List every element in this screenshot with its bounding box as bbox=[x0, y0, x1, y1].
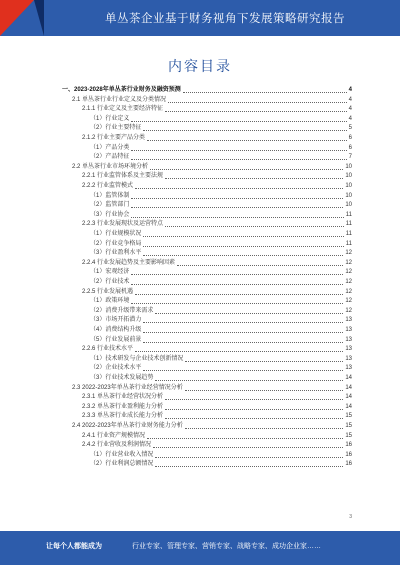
toc-entry-title: （5）行业发展前景 bbox=[90, 336, 142, 343]
toc-entry-title: （3）行业协会 bbox=[90, 211, 130, 218]
toc-entry-page: 12 bbox=[345, 259, 352, 266]
toc-entry-page: 14 bbox=[345, 394, 352, 401]
toc-entry-page: 13 bbox=[345, 317, 352, 324]
toc-leader-dots bbox=[155, 457, 343, 458]
toc-entry-page: 6 bbox=[348, 135, 352, 141]
toc-entry-page: 12 bbox=[345, 307, 352, 314]
toc-entry-page: 4 bbox=[348, 96, 352, 103]
toc-entry-title: （2）监管部门 bbox=[90, 202, 130, 209]
toc-entry[interactable] bbox=[90, 144, 352, 153]
toc-leader-dots bbox=[165, 399, 343, 400]
toc-entry-page: 15 bbox=[345, 432, 352, 439]
toc-entry-title: 2.2.4 行业发展趋势及主要影响因素 bbox=[82, 259, 176, 266]
header-red-accent bbox=[0, 0, 34, 36]
toc-entry-title: （1）技术研发与企业技术创新情况 bbox=[90, 355, 184, 362]
toc-entry[interactable] bbox=[82, 259, 352, 268]
toc-entry-page: 11 bbox=[345, 240, 352, 247]
toc-leader-dots bbox=[131, 217, 343, 218]
toc-entry-page: 11 bbox=[345, 211, 352, 218]
toc-entry-title: （2）消费升级带来需求 bbox=[90, 307, 154, 314]
toc-leader-dots bbox=[185, 361, 343, 362]
header-dark-accent bbox=[34, 0, 44, 36]
toc-leader-dots bbox=[165, 418, 343, 419]
report-header bbox=[0, 0, 400, 36]
toc-entry[interactable] bbox=[90, 192, 352, 201]
toc-leader-dots bbox=[131, 303, 343, 304]
toc-entry-page: 10 bbox=[345, 183, 352, 189]
toc-entry-page: 10 bbox=[345, 192, 352, 199]
toc-entry-title: （1）行业规模状况 bbox=[90, 231, 142, 237]
toc-leader-dots bbox=[143, 236, 343, 237]
toc-entry-title: （1）产品分类 bbox=[90, 144, 130, 151]
toc-entry[interactable] bbox=[82, 134, 352, 143]
toc-entry-title: （3）市场开拓潜力 bbox=[90, 317, 142, 324]
toc-leader-dots bbox=[131, 198, 343, 199]
toc-entry-title: （1）行业定义 bbox=[90, 115, 130, 122]
toc-entry[interactable] bbox=[82, 432, 352, 441]
toc-leader-dots bbox=[155, 313, 343, 314]
toc-entry-page: 14 bbox=[345, 403, 352, 410]
toc-entry-title: （1）政策环境 bbox=[90, 298, 130, 305]
toc-leader-dots bbox=[143, 370, 343, 371]
toc-entry-title: 2.1.1 行业定义及主要经济特征 bbox=[82, 106, 164, 113]
toc-leader-dots bbox=[143, 255, 343, 256]
toc-entry-title: （1）监管体制 bbox=[90, 192, 130, 199]
toc-entry-title: 2.3.1 单丛茶行业经营状况分析 bbox=[82, 394, 164, 401]
toc-leader-dots bbox=[143, 246, 343, 247]
toc-entry-title: 2.2.3 行业发展现状及运营特点 bbox=[82, 221, 164, 228]
report-title: 单丛茶企业基于财务视角下发展策略研究报告 bbox=[105, 13, 345, 25]
toc-leader-dots bbox=[165, 409, 343, 410]
toc-entry-page: 11 bbox=[345, 231, 352, 237]
toc-entry[interactable] bbox=[90, 230, 352, 239]
toc-entry-page: 13 bbox=[345, 346, 352, 353]
toc-entry-title: （4）消费结构升级 bbox=[90, 327, 142, 333]
toc-entry[interactable] bbox=[82, 172, 352, 181]
toc-entry-page: 16 bbox=[345, 451, 352, 458]
toc-entry-title: 一、2023-2028年单丛茶行业财务及融资预测 bbox=[62, 87, 181, 93]
toc-entry-page: 14 bbox=[345, 384, 352, 391]
toc-leader-dots bbox=[131, 121, 346, 122]
toc-leader-dots bbox=[147, 140, 347, 141]
toc-leader-dots bbox=[150, 169, 343, 170]
toc-entry-title: （1）宏观经济 bbox=[90, 269, 130, 276]
toc-entry[interactable] bbox=[82, 393, 352, 402]
toc-leader-dots bbox=[131, 159, 346, 160]
toc-leader-dots bbox=[131, 274, 343, 275]
toc-entry-page: 16 bbox=[345, 461, 352, 468]
toc-leader-dots bbox=[153, 447, 343, 448]
toc-entry-page: 11 bbox=[345, 221, 352, 228]
toc-leader-dots bbox=[165, 111, 347, 112]
toc-entry-page: 4 bbox=[348, 106, 352, 113]
toc-leader-dots bbox=[131, 207, 343, 208]
toc-entry-title: （2）行业利润总额情况 bbox=[90, 461, 154, 468]
toc-entry-page: 13 bbox=[345, 336, 352, 343]
toc-entry[interactable] bbox=[90, 297, 352, 306]
toc-leader-dots bbox=[143, 130, 346, 131]
toc-leader-dots bbox=[143, 322, 343, 323]
toc-entry-page: 10 bbox=[345, 163, 352, 170]
toc-entry[interactable] bbox=[82, 345, 352, 354]
toc-entry[interactable] bbox=[90, 240, 352, 249]
toc-entry-title: 2.2.1 行业监管体系及主要法规 bbox=[82, 173, 164, 180]
toc-entry-title: （2）行业竞争格局 bbox=[90, 240, 142, 247]
toc-entry-title: 2.4.1 行业资产规模情况 bbox=[82, 432, 146, 439]
toc-entry[interactable] bbox=[90, 115, 352, 124]
toc-entry-title: （3）行业技术发展趋势 bbox=[90, 375, 154, 381]
toc-entry-page: 6 bbox=[348, 144, 352, 151]
toc-entry-page: 7 bbox=[348, 154, 352, 161]
toc-entry[interactable] bbox=[82, 220, 352, 229]
toc-entry[interactable] bbox=[72, 163, 352, 172]
toc-entry[interactable] bbox=[90, 460, 352, 469]
toc-title: 内容目录 bbox=[168, 58, 232, 74]
toc-entry[interactable] bbox=[90, 211, 352, 220]
toc-entry[interactable] bbox=[90, 124, 352, 133]
toc-entry-page: 12 bbox=[345, 250, 352, 257]
toc-entry[interactable] bbox=[90, 326, 352, 335]
toc-entry[interactable] bbox=[82, 441, 352, 450]
toc-entry-title: 2.2 单丛茶行业市场环境分析 bbox=[72, 163, 149, 170]
toc-entry-page: 12 bbox=[345, 279, 352, 285]
toc-entry-page: 14 bbox=[345, 375, 352, 381]
toc-entry[interactable] bbox=[90, 355, 352, 364]
toc-leader-dots bbox=[155, 466, 343, 467]
toc-entry[interactable] bbox=[90, 268, 352, 277]
toc-entry-title: 2.1.2 行业主要产品分类 bbox=[82, 135, 146, 141]
toc-leader-dots bbox=[135, 351, 343, 352]
toc-entry-title: 2.3.2 单丛茶行业盈利能力分析 bbox=[82, 403, 164, 410]
toc-leader-dots bbox=[147, 438, 343, 439]
toc-entry-title: 2.4 2022-2023年单丛茶行业财务能力分析 bbox=[72, 423, 183, 429]
toc-leader-dots bbox=[185, 390, 344, 391]
toc-leader-dots bbox=[131, 284, 343, 285]
toc-entry-page: 10 bbox=[345, 173, 352, 180]
toc-entry-title: （2）产品特征 bbox=[90, 154, 130, 161]
toc-entry[interactable] bbox=[72, 422, 352, 431]
toc-entry-title: （3）行业盈利水平 bbox=[90, 250, 142, 257]
toc-leader-dots bbox=[185, 428, 344, 429]
toc-entry[interactable] bbox=[72, 96, 352, 105]
toc-entry-page: 5 bbox=[348, 125, 352, 132]
toc-leader-dots bbox=[155, 380, 343, 381]
toc-entry[interactable] bbox=[82, 412, 352, 421]
report-footer bbox=[0, 531, 400, 565]
toc-entry[interactable] bbox=[90, 451, 352, 460]
toc-entry-page: 4 bbox=[348, 115, 352, 122]
footer-slogan: 让每个人都能成为 bbox=[46, 543, 102, 550]
toc-entry[interactable] bbox=[90, 336, 352, 345]
toc-entry-title: 2.1 单丛茶行业行业定义及分类情况 bbox=[72, 96, 167, 103]
toc-entry-title: 2.2.6 行业技术水平 bbox=[82, 346, 134, 353]
toc-leader-dots bbox=[143, 332, 343, 333]
toc-leader-dots bbox=[135, 294, 343, 295]
toc-entry[interactable] bbox=[90, 153, 352, 162]
toc-entry-title: （1）行业营业收入情况 bbox=[90, 451, 154, 458]
toc-entry-title: 2.4.2 行业营收及利润情况 bbox=[82, 442, 152, 449]
toc-entry[interactable] bbox=[82, 288, 352, 297]
page-number: 3 bbox=[349, 514, 352, 520]
toc-entry-page: 12 bbox=[345, 269, 352, 276]
toc-leader-dots bbox=[177, 265, 343, 266]
toc-entry-page: 10 bbox=[345, 202, 352, 209]
toc-entry[interactable] bbox=[90, 278, 352, 287]
toc-entry[interactable] bbox=[72, 384, 352, 393]
toc-entry-page: 13 bbox=[345, 355, 352, 362]
toc-entry[interactable] bbox=[82, 182, 352, 191]
toc-entry-page: 13 bbox=[345, 327, 352, 333]
toc-entry-title: 2.3 2022-2023年单丛茶行业经营情况分析 bbox=[72, 384, 183, 391]
toc-entry[interactable] bbox=[82, 105, 352, 114]
toc-entry[interactable] bbox=[90, 201, 352, 210]
toc-entry-page: 15 bbox=[345, 423, 352, 429]
toc-entry[interactable] bbox=[90, 374, 352, 383]
toc-entry-page: 16 bbox=[345, 442, 352, 449]
toc-leader-dots bbox=[135, 188, 343, 189]
toc-entry-title: 2.2.5 行业发展机遇 bbox=[82, 288, 134, 295]
toc-entry[interactable] bbox=[62, 86, 352, 95]
toc-entry-title: 2.3.3 单丛茶行业成长能力分析 bbox=[82, 413, 164, 420]
toc-entry-title: 2.2.2 行业监管模式 bbox=[82, 183, 134, 189]
toc-leader-dots bbox=[131, 150, 346, 151]
toc-leader-dots bbox=[165, 226, 344, 227]
toc-entry-page: 15 bbox=[345, 413, 352, 420]
toc-entry[interactable] bbox=[90, 316, 352, 325]
toc-leader-dots bbox=[143, 342, 343, 343]
toc-leader-dots bbox=[168, 102, 347, 103]
toc-leader-dots bbox=[183, 92, 347, 93]
toc-entry-page: 4 bbox=[348, 87, 352, 93]
toc-entry[interactable] bbox=[82, 403, 352, 412]
toc-leader-dots bbox=[165, 178, 343, 179]
toc-entry-title: （2）企业技术水平 bbox=[90, 365, 142, 372]
toc-entry[interactable] bbox=[90, 364, 352, 373]
toc-entry-page: 12 bbox=[345, 298, 352, 305]
toc-entry-title: （2）行业技术 bbox=[90, 279, 130, 285]
toc-entry-title: （2）行业主要特征 bbox=[90, 125, 142, 132]
toc-entry[interactable] bbox=[90, 249, 352, 258]
toc-entry-page: 12 bbox=[345, 288, 352, 295]
toc-entry-page: 13 bbox=[345, 365, 352, 372]
footer-roles: 行业专家、管理专家、营销专家、战略专家、成功企业家…… bbox=[132, 543, 321, 550]
toc-entry[interactable] bbox=[90, 307, 352, 316]
